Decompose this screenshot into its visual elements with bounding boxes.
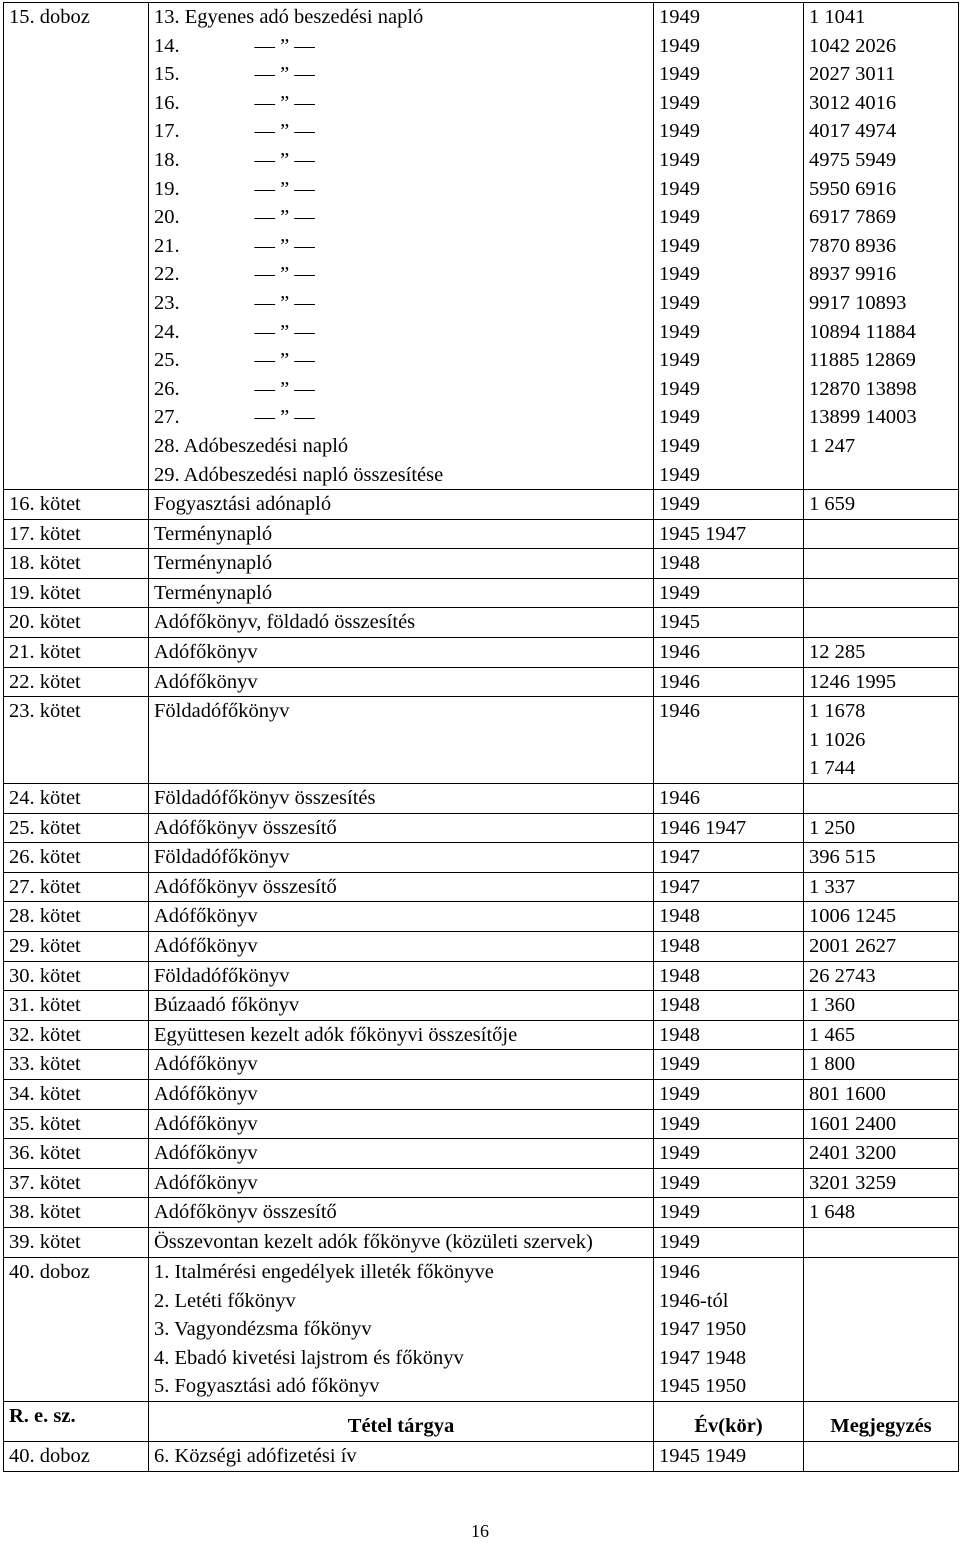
list-item	[154, 89, 648, 118]
item-title: Adófőkönyv	[149, 1050, 654, 1080]
list-item: 1. Italmérési engedélyek illeték főkönyve	[154, 1260, 494, 1283]
item-note: 8937 9916	[809, 263, 897, 286]
table-row	[4, 1257, 959, 1401]
item-title-list	[149, 3, 654, 490]
item-year: 1946	[659, 1260, 700, 1283]
item-note: 1006 1245	[804, 902, 959, 932]
item-year: 1949	[659, 63, 700, 86]
item-year: 1947 1950	[659, 1318, 747, 1341]
item-note: 3201 3259	[804, 1168, 959, 1198]
item-label: 17.	[154, 120, 180, 143]
item-note: 1246 1995	[804, 667, 959, 697]
list-item: 5. Fogyasztási adó főkönyv	[154, 1375, 380, 1398]
item-year: 1949	[659, 234, 700, 257]
ditto-mark: — ” —	[254, 234, 315, 257]
item-year: 1946 1947	[654, 813, 804, 843]
item-title: Összevontan kezelt adók főkönyve (közületi szervek)	[149, 1227, 654, 1257]
list-item: 3. Vagyondézsma főkönyv	[154, 1318, 372, 1341]
reference-number: 29. kötet	[4, 932, 149, 962]
table-row	[4, 1441, 959, 1471]
item-title: Adófőkönyv összesítő	[149, 872, 654, 902]
item-year: 1946	[654, 638, 804, 668]
ditto-mark: — ” —	[254, 377, 315, 400]
table-row	[4, 667, 959, 697]
item-title: Adófőkönyv	[149, 667, 654, 697]
item-note: 1 648	[804, 1198, 959, 1228]
header-reference-number: R. e. sz.	[4, 1401, 149, 1441]
list-item: 2. Letéti főkönyv	[154, 1289, 296, 1312]
item-year: 1949	[654, 490, 804, 520]
item-year: 1947	[654, 843, 804, 873]
table-row	[4, 490, 959, 520]
item-title: Földadófőkönyv	[149, 697, 654, 784]
ditto-mark: — ” —	[254, 320, 315, 343]
list-item	[154, 346, 648, 375]
reference-number: 39. kötet	[4, 1227, 149, 1257]
item-year: 1946-tól	[659, 1289, 729, 1312]
reference-number: 38. kötet	[4, 1198, 149, 1228]
reference-number: 16. kötet	[4, 490, 149, 520]
item-year: 1947	[654, 872, 804, 902]
item-title: Földadófőkönyv	[149, 961, 654, 991]
item-note	[804, 1257, 959, 1401]
reference-number: 31. kötet	[4, 991, 149, 1021]
item-note: 1 1041	[809, 6, 866, 28]
item-note: 1 360	[804, 991, 959, 1021]
item-year: 1949	[659, 463, 700, 486]
item-year: 1949	[659, 148, 700, 171]
item-year: 1949	[654, 1050, 804, 1080]
item-title: Búzaadó főkönyv	[149, 991, 654, 1021]
reference-number: 40. doboz	[4, 1257, 149, 1401]
item-year: 1948	[654, 932, 804, 962]
item-label: 18.	[154, 148, 180, 171]
item-year: 1949	[654, 1139, 804, 1169]
reference-number: 26. kötet	[4, 843, 149, 873]
list-item	[154, 175, 648, 204]
item-year: 1949	[659, 406, 700, 429]
item-year: 1949	[659, 291, 700, 314]
item-note: 13899 14003	[809, 406, 917, 429]
reference-number: 20. kötet	[4, 608, 149, 638]
item-year: 1949	[659, 320, 700, 343]
reference-number: 22. kötet	[4, 667, 149, 697]
item-year: 1949	[654, 1198, 804, 1228]
item-title: Adófőkönyv összesítő	[149, 1198, 654, 1228]
item-year: 1948	[654, 1020, 804, 1050]
item-year: 1949	[659, 34, 700, 57]
item-title: Terménynapló	[149, 519, 654, 549]
item-label: 26.	[154, 377, 180, 400]
item-title: Földadófőkönyv	[149, 843, 654, 873]
ditto-mark: — ” —	[254, 120, 315, 143]
item-year: 1949	[659, 6, 700, 28]
list-item	[154, 146, 648, 175]
item-note	[804, 1227, 959, 1257]
reference-number: 37. kötet	[4, 1168, 149, 1198]
item-note-list	[804, 697, 959, 784]
item-title: Földadófőkönyv összesítés	[149, 784, 654, 814]
table-row	[4, 697, 959, 784]
item-label: 15.	[154, 63, 180, 86]
item-year: 1946	[654, 697, 804, 784]
table-row	[4, 1050, 959, 1080]
reference-number: 32. kötet	[4, 1020, 149, 1050]
list-item	[154, 461, 648, 490]
ditto-mark: — ” —	[254, 34, 315, 57]
item-note	[804, 784, 959, 814]
item-year: 1949	[654, 1168, 804, 1198]
header-row	[4, 1401, 959, 1441]
reference-number: 23. kötet	[4, 697, 149, 784]
item-title: Adófőkönyv összesítő	[149, 813, 654, 843]
list-item	[154, 117, 648, 146]
item-label: 19.	[154, 177, 180, 200]
item-label: 14.	[154, 34, 180, 57]
item-title: Adófőkönyv	[149, 1139, 654, 1169]
item-note: 1 247	[809, 434, 856, 457]
list-item	[154, 403, 648, 432]
item-note: 396 515	[804, 843, 959, 873]
table-row	[4, 784, 959, 814]
reference-number: 28. kötet	[4, 902, 149, 932]
item-year: 1949	[659, 349, 700, 372]
item-note: 1 465	[804, 1020, 959, 1050]
item-title: Terménynapló	[149, 549, 654, 579]
item-note: 2401 3200	[804, 1139, 959, 1169]
item-note: 6917 7869	[809, 206, 897, 229]
ditto-mark: — ” —	[254, 406, 315, 429]
item-label: 13. Egyenes adó beszedési napló	[154, 6, 424, 28]
item-year: 1945 1950	[659, 1375, 747, 1398]
item-note: 1042 2026	[809, 34, 897, 57]
item-year: 1948	[654, 991, 804, 1021]
item-year: 1945	[654, 608, 804, 638]
list-item	[154, 318, 648, 347]
header-year: Év(kör)	[654, 1401, 804, 1441]
item-label: 28. Adóbeszedési napló	[154, 434, 349, 457]
item-year-list	[654, 3, 804, 490]
item-note: 1 800	[804, 1050, 959, 1080]
table-row	[4, 813, 959, 843]
item-note: 1 337	[804, 872, 959, 902]
item-year: 1949	[659, 120, 700, 143]
table-row	[4, 578, 959, 608]
ditto-mark: — ” —	[254, 91, 315, 114]
ditto-mark: — ” —	[254, 177, 315, 200]
item-year: 1949	[659, 206, 700, 229]
item-note: 7870 8936	[809, 234, 897, 257]
table-row	[4, 608, 959, 638]
list-item	[154, 432, 648, 461]
reference-number: 21. kötet	[4, 638, 149, 668]
item-title: Terménynapló	[149, 578, 654, 608]
item-note: 5950 6916	[809, 177, 897, 200]
table-row	[4, 549, 959, 579]
item-title: Adófőkönyv	[149, 638, 654, 668]
item-note	[804, 1441, 959, 1471]
table-row	[4, 1198, 959, 1228]
item-title-list	[149, 1257, 654, 1401]
ditto-mark: — ” —	[254, 291, 315, 314]
item-year: 1948	[654, 902, 804, 932]
item-year: 1949	[659, 263, 700, 286]
item-label: 20.	[154, 206, 180, 229]
list-item	[154, 232, 648, 261]
item-title: Adófőkönyv	[149, 902, 654, 932]
table-row	[4, 638, 959, 668]
item-note: 10894 11884	[809, 320, 916, 343]
table-row	[4, 961, 959, 991]
page-number: 16	[471, 1521, 489, 1541]
item-note: 26 2743	[804, 961, 959, 991]
item-label: 27.	[154, 406, 180, 429]
item-label: 23.	[154, 291, 180, 314]
item-year: 1948	[654, 961, 804, 991]
item-year: 1949	[659, 177, 700, 200]
item-year: 1949	[654, 1079, 804, 1109]
list-item: 4. Ebadó kivetési lajstrom és főkönyv	[154, 1346, 464, 1369]
list-item	[154, 289, 648, 318]
table-row	[4, 1168, 959, 1198]
reference-number: 36. kötet	[4, 1139, 149, 1169]
list-item	[154, 32, 648, 61]
item-label: 29. Adóbeszedési napló összesítése	[154, 463, 444, 486]
reference-number: 40. doboz	[4, 1441, 149, 1471]
item-note: 1 1026	[809, 728, 866, 751]
item-note: 3012 4016	[809, 91, 897, 114]
item-year: 1949	[654, 1109, 804, 1139]
reference-number: 35. kötet	[4, 1109, 149, 1139]
item-note: 4975 5949	[809, 148, 897, 171]
item-year: 1946	[654, 667, 804, 697]
table-row	[4, 902, 959, 932]
item-note: 1601 2400	[804, 1109, 959, 1139]
ditto-mark: — ” —	[254, 148, 315, 171]
table-row	[4, 1020, 959, 1050]
item-note	[804, 549, 959, 579]
table-row	[4, 3, 959, 490]
table-row	[4, 991, 959, 1021]
reference-number: 17. kötet	[4, 519, 149, 549]
item-label: 16.	[154, 91, 180, 114]
table-row	[4, 519, 959, 549]
reference-number: 33. kötet	[4, 1050, 149, 1080]
item-note: 11885 12869	[809, 349, 916, 372]
item-year: 1949	[654, 1227, 804, 1257]
list-item	[154, 3, 648, 32]
item-label: 21.	[154, 234, 180, 257]
table-row	[4, 932, 959, 962]
reference-number: 34. kötet	[4, 1079, 149, 1109]
ditto-mark: — ” —	[254, 63, 315, 86]
table-row	[4, 843, 959, 873]
item-label: 22.	[154, 263, 180, 286]
item-note: 9917 10893	[809, 291, 907, 314]
item-year: 1948	[654, 549, 804, 579]
item-year: 1949	[659, 91, 700, 114]
item-note: 1 659	[804, 490, 959, 520]
item-note: 2027 3011	[809, 63, 896, 86]
item-year: 1946	[654, 784, 804, 814]
item-title: Adófőkönyv	[149, 1079, 654, 1109]
ditto-mark: — ” —	[254, 206, 315, 229]
reference-number: 27. kötet	[4, 872, 149, 902]
reference-number: 30. kötet	[4, 961, 149, 991]
item-note-list	[804, 3, 959, 490]
item-year: 1949	[659, 377, 700, 400]
item-year: 1949	[654, 578, 804, 608]
ditto-mark: — ” —	[254, 349, 315, 372]
reference-number: 19. kötet	[4, 578, 149, 608]
item-note: 801 1600	[804, 1079, 959, 1109]
item-year: 1947 1948	[659, 1346, 747, 1369]
item-year-list	[654, 1257, 804, 1401]
table-row	[4, 872, 959, 902]
table-row	[4, 1139, 959, 1169]
item-title: Adófőkönyv, földadó összesítés	[149, 608, 654, 638]
item-note: 1 250	[804, 813, 959, 843]
item-year: 1945 1949	[654, 1441, 804, 1471]
reference-number: 25. kötet	[4, 813, 149, 843]
reference-number: 18. kötet	[4, 549, 149, 579]
ditto-mark: — ” —	[254, 263, 315, 286]
table-row	[4, 1079, 959, 1109]
header-title: Tétel tárgya	[149, 1401, 654, 1441]
item-title: 6. Községi adófizetési ív	[149, 1441, 654, 1471]
table-row	[4, 1109, 959, 1139]
list-item	[154, 60, 648, 89]
table-row	[4, 1227, 959, 1257]
item-year: 1945 1947	[654, 519, 804, 549]
reference-number: 24. kötet	[4, 784, 149, 814]
item-note: 1 744	[809, 757, 856, 780]
item-note: 12 285	[804, 638, 959, 668]
list-item	[154, 375, 648, 404]
item-title: Együttesen kezelt adók főkönyvi összesítője	[149, 1020, 654, 1050]
item-note	[804, 519, 959, 549]
item-title: Adófőkönyv	[149, 1168, 654, 1198]
inventory-table	[3, 2, 959, 1472]
list-item	[154, 260, 648, 289]
list-item	[154, 203, 648, 232]
item-note	[804, 578, 959, 608]
item-title: Fogyasztási adónapló	[149, 490, 654, 520]
header-note: Megjegyzés	[804, 1401, 959, 1441]
reference-number: 15. doboz	[4, 3, 149, 490]
item-note	[804, 608, 959, 638]
item-note: 1 1678	[809, 700, 866, 723]
item-label: 24.	[154, 320, 180, 343]
item-note: 4017 4974	[809, 120, 897, 143]
item-title: Adófőkönyv	[149, 1109, 654, 1139]
item-year: 1949	[659, 434, 700, 457]
item-label: 25.	[154, 349, 180, 372]
item-title: Adófőkönyv	[149, 932, 654, 962]
item-note: 12870 13898	[809, 377, 917, 400]
item-note: 2001 2627	[804, 932, 959, 962]
